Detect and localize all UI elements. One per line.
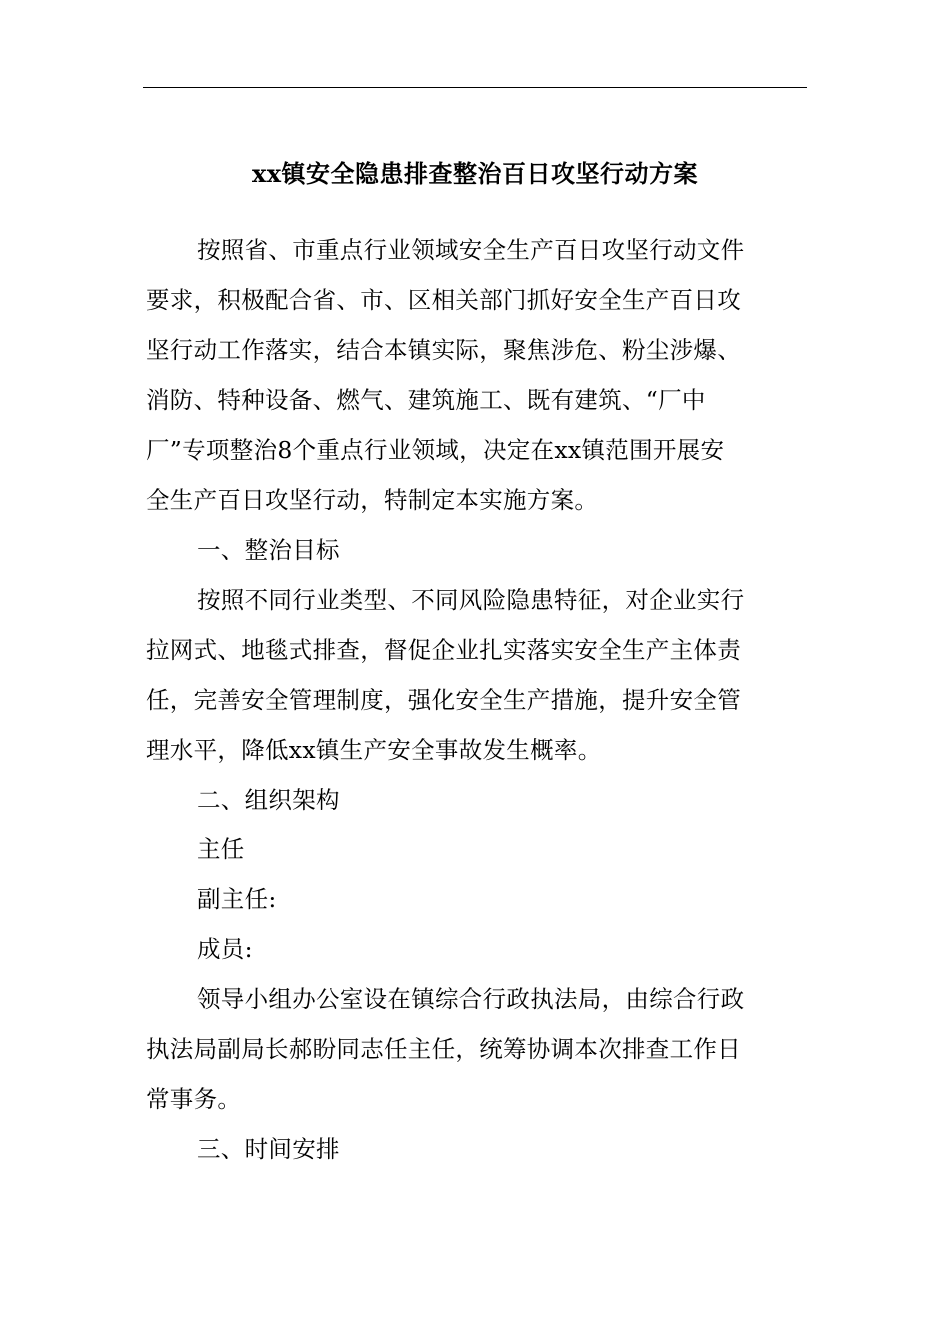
- members-line: 成员:: [197, 935, 253, 963]
- document-title: xx镇安全隐患排查整治百日攻坚行动方案: [251, 159, 699, 188]
- section-heading-2: 二、组织架构: [197, 786, 340, 814]
- header-rule: [143, 87, 807, 88]
- director-line: 主任: [197, 835, 245, 863]
- intro-line-4: 消防、特种设备、燃气、建筑施工、既有建筑、“厂中: [146, 386, 706, 414]
- office-line-1: 领导小组办公室设在镇综合行政执法局，由综合行政: [197, 985, 745, 1013]
- intro-line-2: 要求，积极配合省、市、区相关部门抓好安全生产百日攻: [146, 286, 741, 314]
- section1-line-2: 拉网式、地毯式排查，督促企业扎实落实安全生产主体责: [146, 636, 741, 664]
- section-heading-1: 一、整治目标: [197, 536, 340, 564]
- section1-line-4: 理水平，降低xx镇生产安全事故发生概率。: [146, 736, 602, 764]
- intro-line-5: 厂”专项整治8个重点行业领域，决定在xx镇范围开展安: [146, 436, 725, 464]
- deputy-director-line: 副主任:: [197, 885, 277, 913]
- intro-line-3: 坚行动工作落实，结合本镇实际，聚焦涉危、粉尘涉爆、: [146, 336, 741, 364]
- office-line-2: 执法局副局长郝盼同志任主任，统筹协调本次排查工作日: [146, 1035, 741, 1063]
- office-line-3: 常事务。: [146, 1085, 242, 1113]
- section1-line-3: 任，完善安全管理制度，强化安全生产措施，提升安全管: [146, 686, 741, 714]
- intro-line-6: 全生产百日攻坚行动，特制定本实施方案。: [146, 486, 599, 514]
- section1-line-1: 按照不同行业类型、不同风险隐患特征，对企业实行: [197, 586, 745, 614]
- intro-line-1: 按照省、市重点行业领域安全生产百日攻坚行动文件: [197, 236, 745, 264]
- section-heading-3: 三、时间安排: [197, 1135, 340, 1163]
